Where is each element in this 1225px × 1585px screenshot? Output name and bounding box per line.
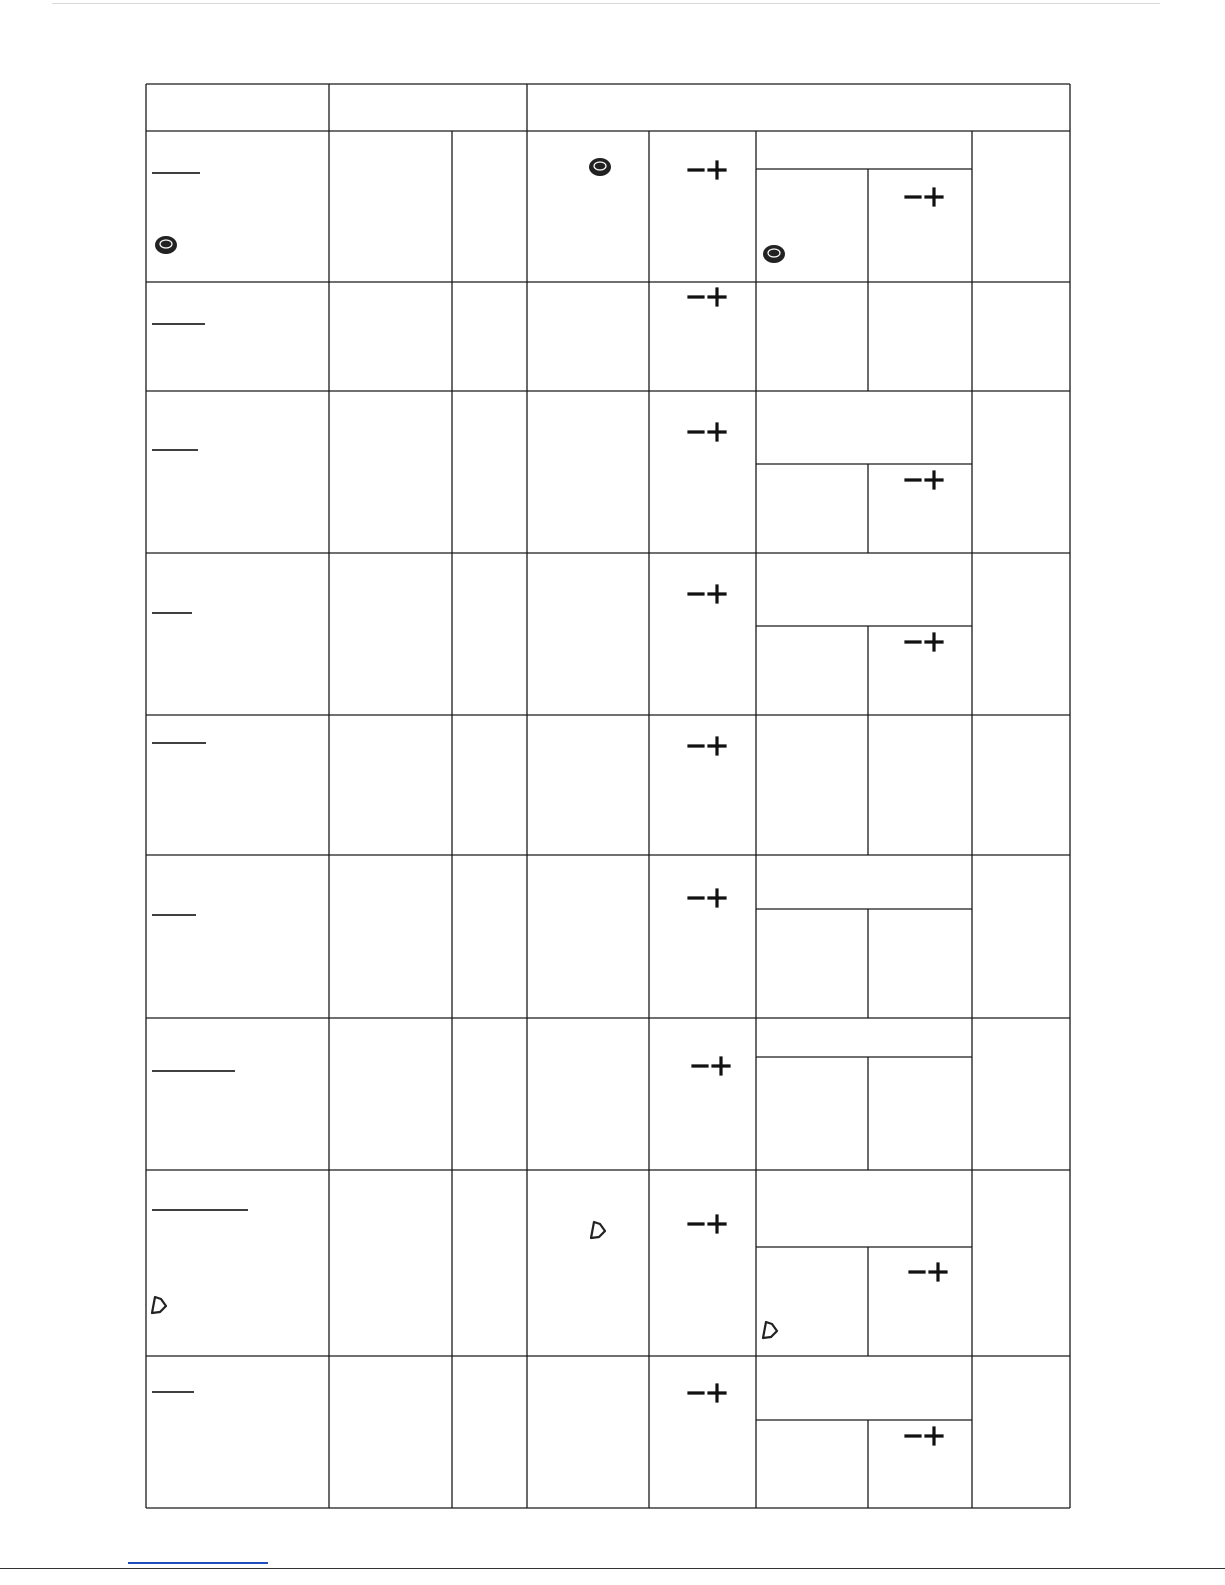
minus-plus-icon [689,738,725,754]
row-label-underlines [152,173,248,1392]
tag-marker-icon [152,1297,166,1313]
table-icons [152,158,946,1444]
tag-marker-icon [591,1222,605,1238]
round-battery-icon [155,236,177,254]
minus-plus-icon [906,189,942,205]
minus-plus-icon [906,472,942,488]
table-grid-lines [146,84,1070,1508]
footer-link[interactable] [128,1562,268,1564]
tag-marker-icon [763,1322,777,1338]
minus-plus-icon [689,1216,725,1232]
minus-plus-icon [689,162,725,178]
minus-plus-icon [689,289,725,305]
minus-plus-icon [693,1058,729,1074]
minus-plus-icon [689,890,725,906]
round-battery-icon [589,158,611,176]
bottom-page-rule [0,1568,1225,1569]
minus-plus-icon [910,1264,946,1280]
minus-plus-icon [906,1428,942,1444]
minus-plus-icon [906,634,942,650]
minus-plus-icon [689,1385,725,1401]
minus-plus-icon [689,586,725,602]
round-battery-icon [763,245,785,263]
minus-plus-icon [689,424,725,440]
